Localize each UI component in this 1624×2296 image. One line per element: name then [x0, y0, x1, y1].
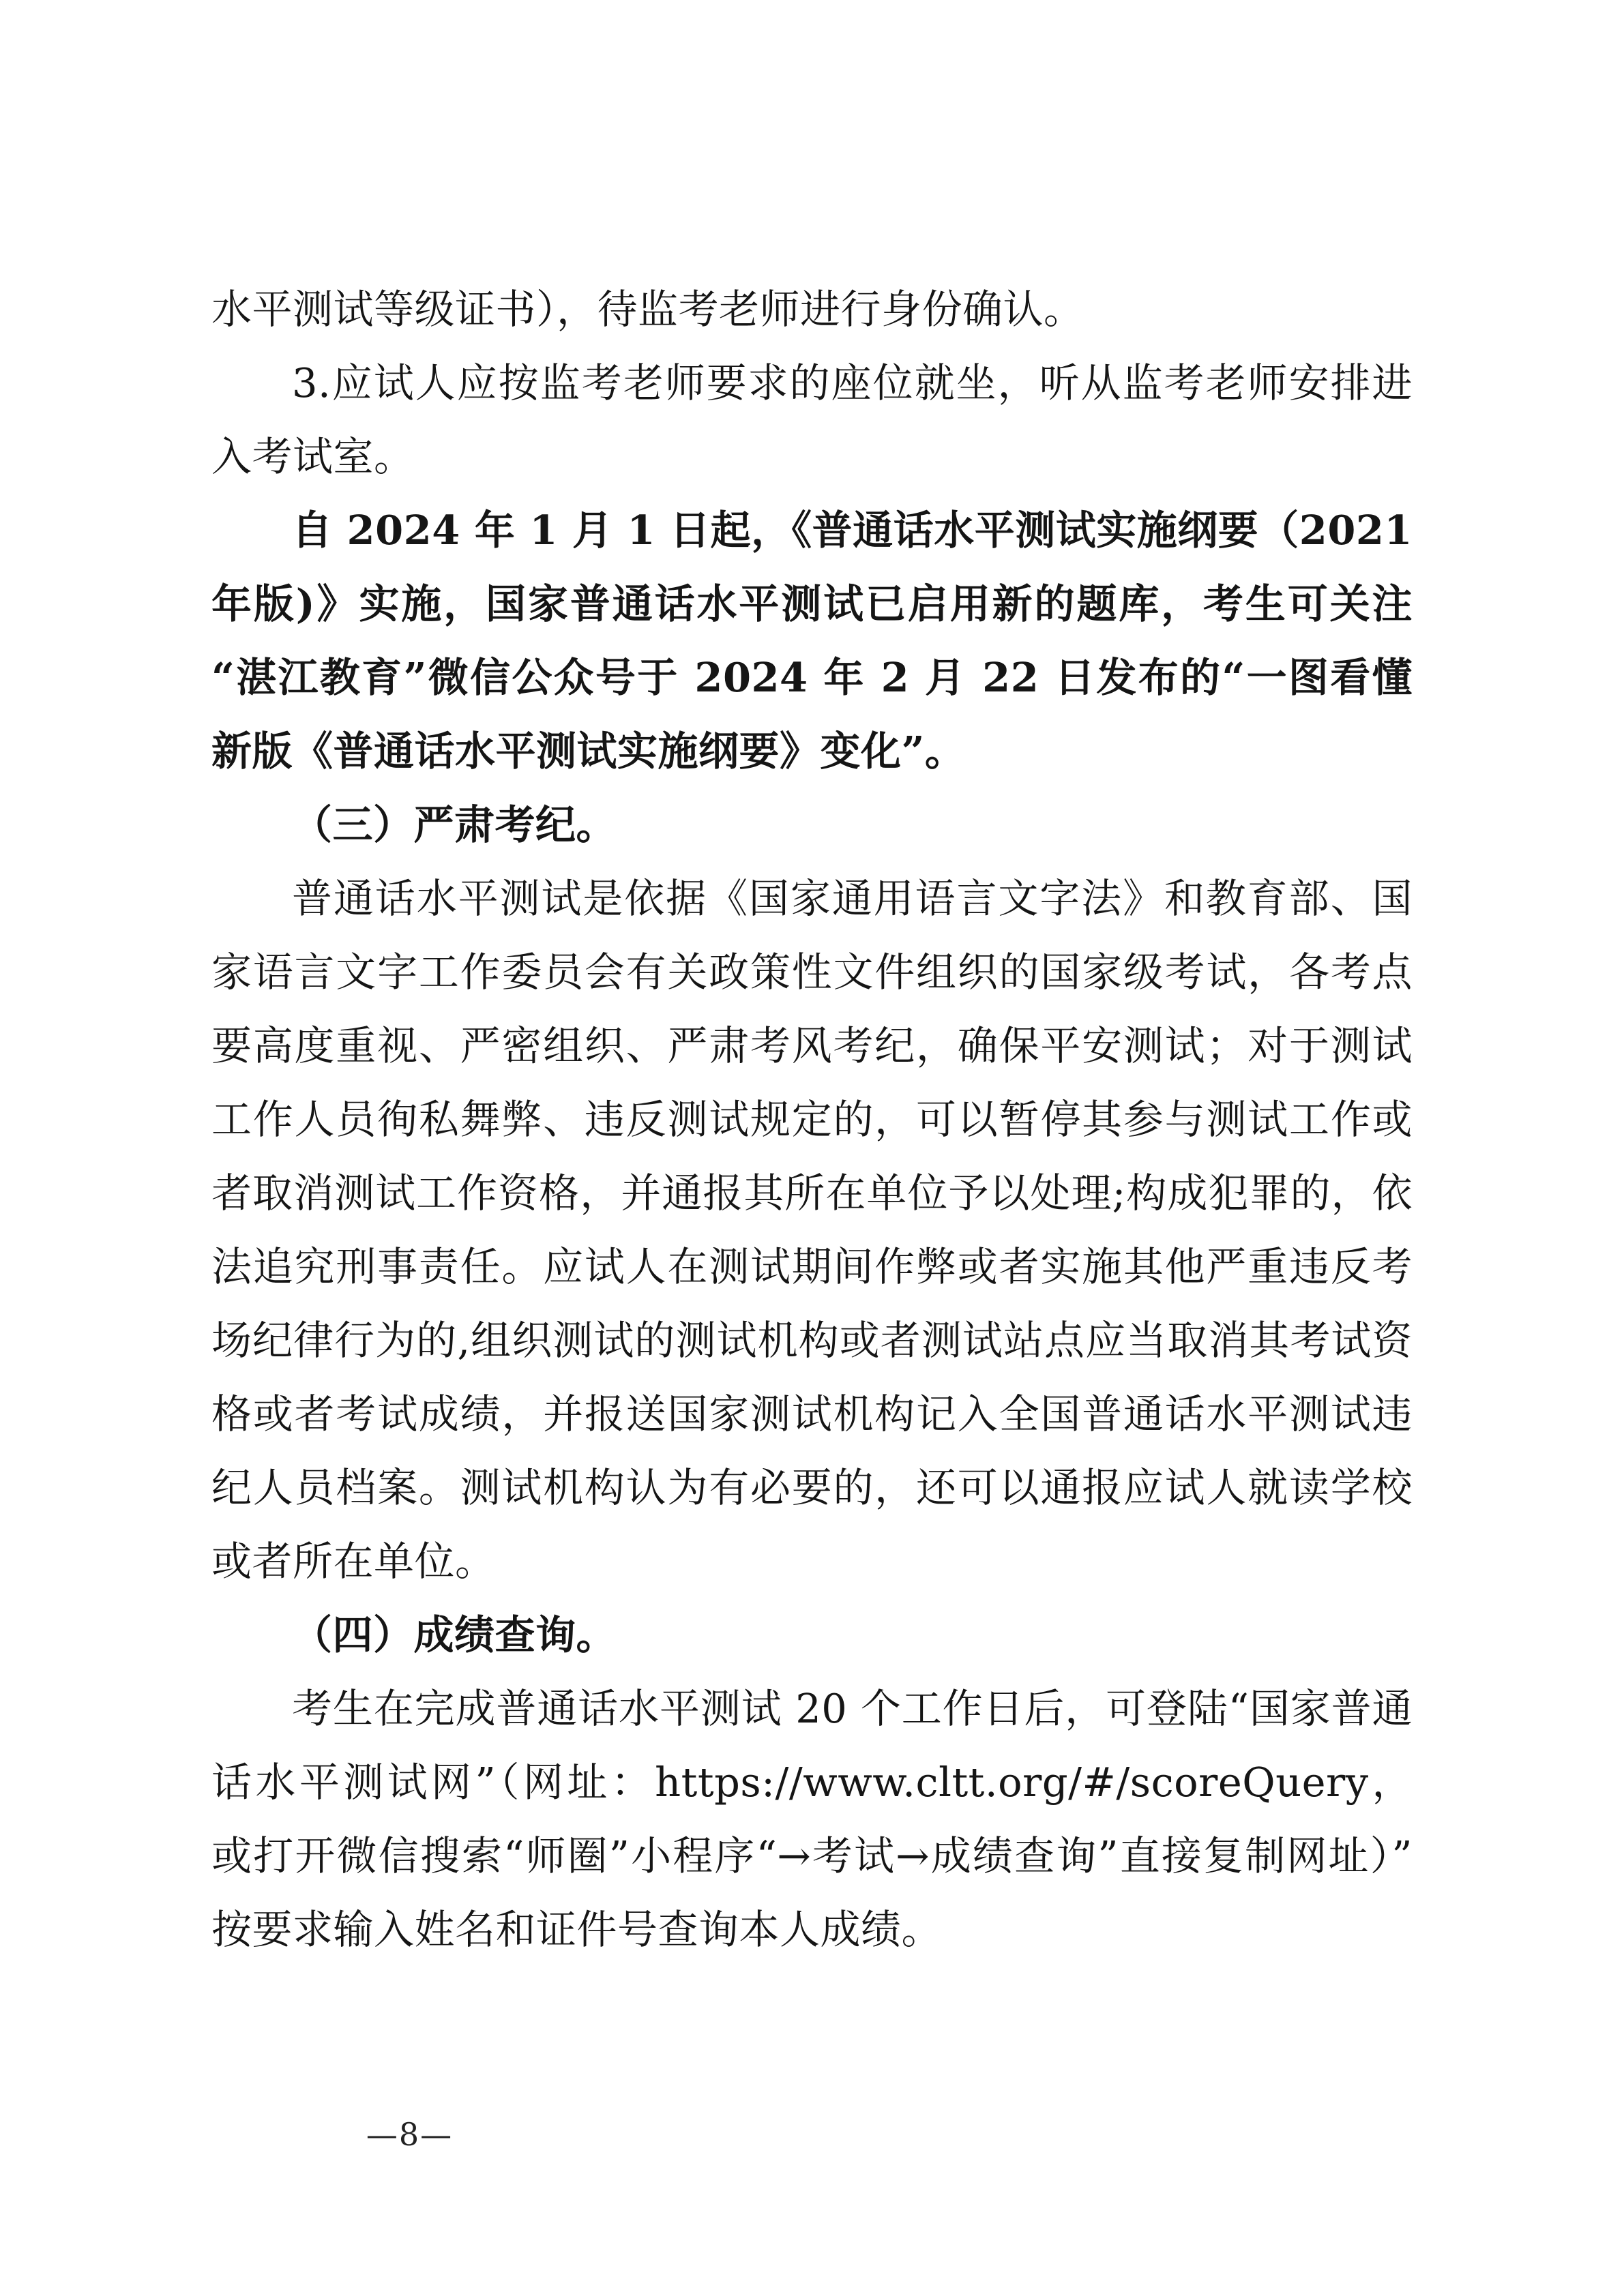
paragraph-continued: 水平测试等级证书），待监考老师进行身份确认。: [211, 286, 1084, 333]
paragraph-discipline: 普通话水平测试是依据《国家通用语言文字法》和教育部、国家语言文字工作委员会有关政策性文件组织的国家级考试，各考点要高度重视、严密组织、严肃考风考纪，确保平安测试；对于测试工作人员徇私舞弊、违反测试规定的，可以暂停其参与测试工作或者取消测试工作资格，并通报其所在单位予以处理;构成犯罪的，依法追究刑事责任。应试人在测试期间作弊或者实施其他严重违反考场纪律行为的,组织测试的测试机构或者测试站点应当取消其考试资格或者考试成绩，并报送国家测试机构记入全国普通话水平测试违纪人员档案。测试机构认为有必要的，还可以通报应试人就读学校或者所在单位。: [211, 875, 1413, 1585]
page-number: —8—: [366, 2116, 454, 2153]
paragraph-score-query: 考生在完成普通话水平测试 20 个工作日后，可登陆“国家普通话水平测试网”（网址：https://www.cltt.org/#/scoreQuery，或打开微信搜索“师圈”小程序“→考试→成绩查询”直接复制网址）”按要求输入姓名和证件号查询本人成绩。: [211, 1685, 1413, 1953]
page-footer: [0, 2116, 1624, 2153]
paragraph-new-syllabus: 自 2024 年 1 月 1 日起，《普通话水平测试实施纲要（2021年版)》实施，国家普通话水平测试已启用新的题库，考生可关注“湛江教育”微信公众号于 2024 年 2 月 22 日发布的“一图看懂新版《普通话水平测试实施纲要》变化”。: [211, 507, 1413, 775]
paragraph-item-3: 3.应试人应按监考老师要求的座位就坐，听从监考老师安排进入考试室。: [211, 359, 1413, 480]
document-body: [211, 273, 1413, 1967]
heading-section-four: （四）成绩查询。: [292, 1611, 617, 1658]
heading-section-three: （三）严肃考纪。: [292, 801, 617, 848]
